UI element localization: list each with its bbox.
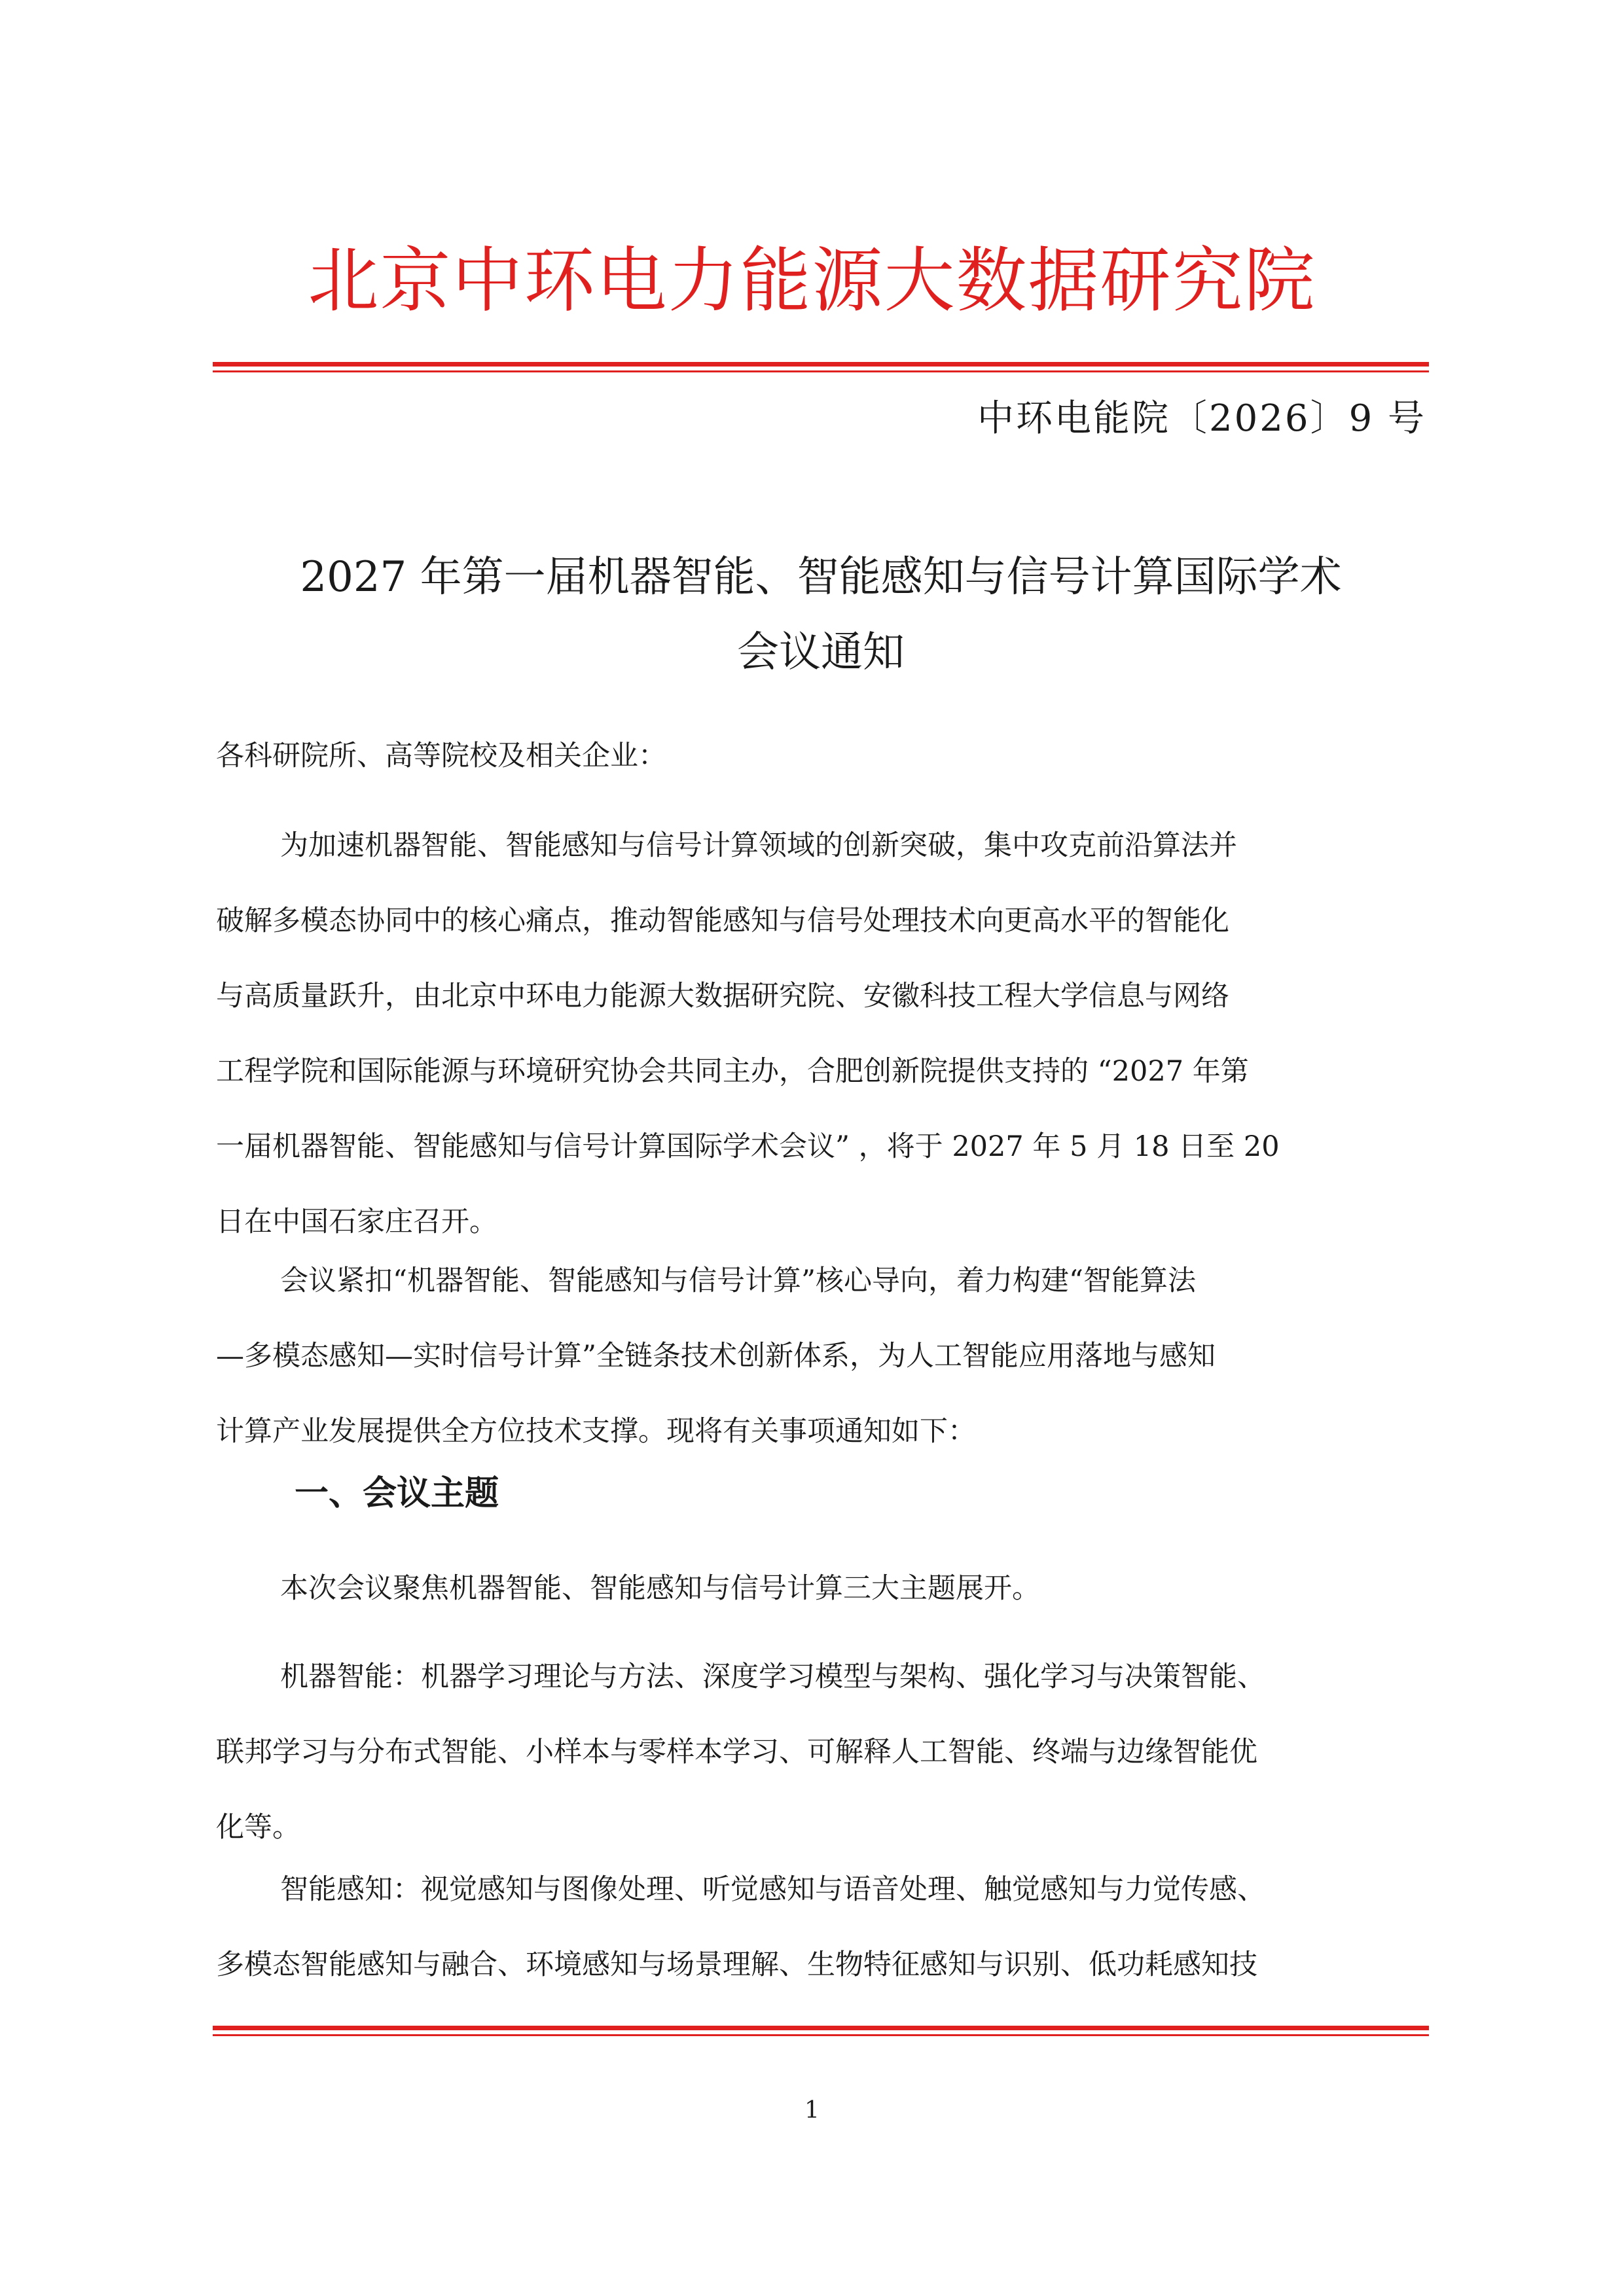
section-heading-themes: 一、会议主题 [295, 1474, 499, 1513]
paragraph-line: 工程学院和国际能源与环境研究协会共同主办，合肥创新院提供支持的 “2027 年第 [216, 1055, 1249, 1088]
section-intro [216, 1551, 1430, 1626]
paragraph-line: 本次会议聚焦机器智能、智能感知与信号计算三大主题展开。 [280, 1572, 1040, 1605]
paragraph-line: 机器智能：机器学习理论与方法、深度学习模型与架构、强化学习与决策智能、 [280, 1660, 1265, 1693]
paragraph-line: 与高质量跃升，由北京中环电力能源大数据研究院、安徽科技工程大学信息与网络 [216, 980, 1229, 1013]
paragraph-line: 智能感知：视觉感知与图像处理、听觉感知与语音处理、触觉感知与力觉传感、 [280, 1873, 1265, 1906]
paragraph-line: 为加速机器智能、智能感知与信号计算领域的创新突破，集中攻克前沿算法并 [280, 829, 1237, 862]
salutation: 各科研院所、高等院校及相关企业： [216, 740, 666, 772]
topic-machine-intelligence [216, 1640, 1430, 1865]
document-number: 中环电能院〔2026〕9 号 [977, 397, 1426, 440]
paragraph-1 [216, 808, 1430, 1260]
document-title [213, 540, 1429, 691]
topic-intelligent-perception [216, 1852, 1430, 2003]
paragraph-line: 计算产业发展提供全方位技术支撑。现将有关事项通知如下： [216, 1415, 976, 1448]
page-number: 1 [804, 2097, 820, 2124]
footer-red-rule [213, 2026, 1429, 2036]
paragraph-line: 一届机器智能、智能感知与信号计算国际学术会议” ，将于 2027 年 5 月 18 日至 20 [216, 1130, 1280, 1163]
header-red-rule [213, 362, 1429, 372]
document-title-line-2: 会议通知 [737, 628, 905, 677]
paragraph-line: 会议紧扣“机器智能、智能感知与信号计算”核心导向，着力构建“智能算法 [280, 1265, 1196, 1297]
paragraph-2 [216, 1244, 1430, 1469]
paragraph-line: 联邦学习与分布式智能、小样本与零样本学习、可解释人工智能、终端与边缘智能优 [216, 1736, 1257, 1768]
paragraph-line: 化等。 [216, 1811, 300, 1844]
paragraph-line: —多模态感知—实时信号计算”全链条技术创新体系，为人工智能应用落地与感知 [216, 1340, 1216, 1372]
institute-name: 北京中环电力能源大数据研究院 [308, 240, 1316, 322]
paragraph-line: 破解多模态协同中的核心痛点，推动智能感知与信号处理技术向更高水平的智能化 [216, 905, 1229, 937]
document-title-line-1: 2027 年第一届机器智能、智能感知与信号计算国际学术 [300, 553, 1342, 601]
paragraph-line: 多模态智能感知与融合、环境感知与场景理解、生物特征感知与识别、低功耗感知技 [216, 1948, 1257, 1981]
paragraph-line: 日在中国石家庄召开。 [216, 1206, 497, 1238]
